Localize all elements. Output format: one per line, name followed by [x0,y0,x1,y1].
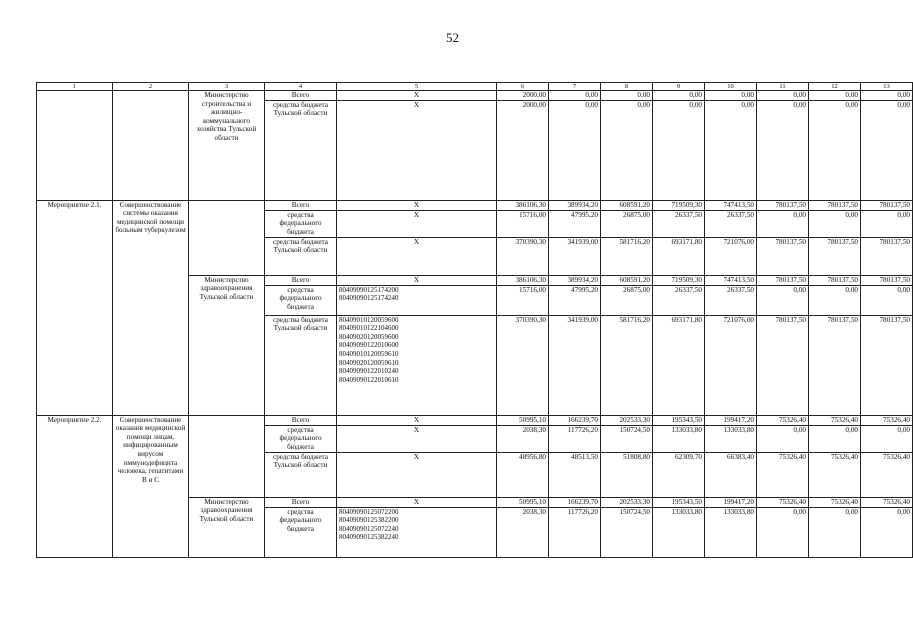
amount-cell: 0,00 [809,91,861,101]
amount-cell: 780137,50 [861,315,913,415]
amount-cell: 75326,40 [809,415,861,425]
column-number: 3 [189,83,265,91]
budget-code: 80409010120059600 80409010122104600 80409020120059600 80409090122010600 80409010120059610 80409020120059610 80409090122010240 80409090122010610 [337,315,497,415]
funding-source: средства бюджета Тульской области [265,237,337,275]
amount-cell: 719509,30 [653,275,705,285]
amount-cell: 581716,20 [601,237,653,275]
amount-cell: 721076,00 [705,237,757,275]
ministry-cell [189,200,265,275]
funding-source: средства бюджета Тульской области [265,100,337,200]
amount-cell: 0,00 [601,100,653,200]
amount-cell: 370390,30 [497,315,549,415]
budget-code: Х [337,210,497,237]
amount-cell: 386106,30 [497,200,549,210]
column-number: 6 [497,83,549,91]
amount-cell: 780137,50 [861,237,913,275]
amount-cell: 780137,50 [757,200,809,210]
amount-cell: 0,00 [757,285,809,315]
amount-cell: 0,00 [757,507,809,557]
amount-cell: 202533,30 [601,415,653,425]
amount-cell: 199417,20 [705,497,757,507]
amount-cell: 780137,50 [809,275,861,285]
amount-cell: 75326,40 [757,452,809,497]
amount-cell: 47995,20 [549,285,601,315]
amount-cell: 370390,30 [497,237,549,275]
funding-source: средства федерального бюджета [265,285,337,315]
amount-cell: 0,00 [653,91,705,101]
budget-code: Х [337,275,497,285]
amount-cell: 386106,30 [497,275,549,285]
amount-cell: 0,00 [705,100,757,200]
amount-cell: 2038,30 [497,507,549,557]
amount-cell: 26337,50 [653,210,705,237]
amount-cell: 0,00 [757,425,809,452]
name-cell: Совершенствование оказания медицинской помощи лицам, инфицированным вирусом иммунодефицита человека, гепатитами В и С [113,415,189,557]
ministry-cell: Министерство здравоохранения Тульской области [189,275,265,415]
amount-cell: 117726,20 [549,507,601,557]
amount-cell: 0,00 [861,425,913,452]
column-number: 9 [653,83,705,91]
amount-cell: 75326,40 [809,497,861,507]
amount-cell: 26875,00 [601,210,653,237]
funding-source: Всего [265,91,337,101]
amount-cell: 166239,70 [549,497,601,507]
amount-cell: 0,00 [757,100,809,200]
amount-cell: 133033,80 [653,425,705,452]
funding-source: средства федерального бюджета [265,425,337,452]
amount-cell: 780137,50 [861,275,913,285]
budget-code: Х [337,425,497,452]
budget-code: 80409090125072200 80409090125382200 80409090125072240 80409090125382240 [337,507,497,557]
column-number: 2 [113,83,189,91]
amount-cell: 341939,00 [549,315,601,415]
amount-cell: 0,00 [809,210,861,237]
funding-source: средства федерального бюджета [265,507,337,557]
funding-source: Всего [265,200,337,210]
column-number: 13 [861,83,913,91]
budget-code: Х [337,237,497,275]
amount-cell: 2000,00 [497,91,549,101]
amount-cell: 2038,30 [497,425,549,452]
column-number: 5 [337,83,497,91]
amount-cell: 693171,80 [653,315,705,415]
amount-cell: 780137,50 [757,315,809,415]
amount-cell: 26337,50 [705,285,757,315]
amount-cell: 75326,40 [757,415,809,425]
amount-cell: 581716,20 [601,315,653,415]
amount-cell: 150724,50 [601,507,653,557]
amount-cell: 780137,50 [757,237,809,275]
amount-cell: 0,00 [809,507,861,557]
amount-cell: 50995,10 [497,415,549,425]
amount-cell: 133033,80 [653,507,705,557]
column-number: 12 [809,83,861,91]
budget-code: Х [337,497,497,507]
column-number: 11 [757,83,809,91]
amount-cell: 62309,70 [653,452,705,497]
amount-cell: 747413,50 [705,200,757,210]
event-cell: Мероприятие 2.2. [37,415,113,557]
amount-cell: 50995,10 [497,497,549,507]
funding-source: средства бюджета Тульской области [265,315,337,415]
budget-code: Х [337,91,497,101]
amount-cell: 0,00 [861,91,913,101]
amount-cell: 195343,50 [653,497,705,507]
amount-cell: 721076,00 [705,315,757,415]
amount-cell: 0,00 [809,100,861,200]
amount-cell: 780137,50 [809,200,861,210]
column-number: 4 [265,83,337,91]
amount-cell: 389934,20 [549,275,601,285]
amount-cell: 75326,40 [861,497,913,507]
amount-cell: 48513,50 [549,452,601,497]
event-cell [37,91,113,201]
amount-cell: 195343,50 [653,415,705,425]
amount-cell: 0,00 [861,100,913,200]
budget-code: 80409090125174200 80409090125174240 [337,285,497,315]
table-row [37,200,913,210]
amount-cell: 26337,50 [653,285,705,315]
amount-cell: 719509,30 [653,200,705,210]
funding-source: средства бюджета Тульской области [265,452,337,497]
amount-cell: 389934,20 [549,200,601,210]
ministry-cell: Министерство здравоохранения Тульской области [189,497,265,557]
amount-cell: 341939,00 [549,237,601,275]
amount-cell: 199417,20 [705,415,757,425]
amount-cell: 0,00 [757,210,809,237]
amount-cell: 0,00 [861,507,913,557]
amount-cell: 75326,40 [861,415,913,425]
table-row [37,415,913,425]
amount-cell: 608591,20 [601,275,653,285]
amount-cell: 133033,80 [705,507,757,557]
funding-source: Всего [265,415,337,425]
amount-cell: 0,00 [809,425,861,452]
table-row [37,91,913,101]
budget-code: Х [337,452,497,497]
budget-code: Х [337,200,497,210]
amount-cell: 0,00 [809,285,861,315]
name-cell: Совершенствование системы оказания медицинской помощи больным туберкулезом [113,200,189,415]
amount-cell: 133033,80 [705,425,757,452]
budget-code: Х [337,100,497,200]
amount-cell: 780137,50 [809,237,861,275]
event-cell: Мероприятие 2.1. [37,200,113,415]
budget-code: Х [337,415,497,425]
amount-cell: 608591,20 [601,200,653,210]
amount-cell: 0,00 [653,100,705,200]
amount-cell: 0,00 [861,285,913,315]
ministry-cell [189,415,265,497]
column-number: 7 [549,83,601,91]
amount-cell: 51808,80 [601,452,653,497]
amount-cell: 117726,20 [549,425,601,452]
amount-cell: 150724,50 [601,425,653,452]
budget-table [36,82,913,558]
amount-cell: 202533,30 [601,497,653,507]
name-cell [113,91,189,201]
amount-cell: 47995,20 [549,210,601,237]
amount-cell: 0,00 [861,210,913,237]
amount-cell: 66383,40 [705,452,757,497]
amount-cell: 780137,50 [861,200,913,210]
amount-cell: 780137,50 [757,275,809,285]
funding-source: Всего [265,275,337,285]
amount-cell: 780137,50 [809,315,861,415]
column-number: 10 [705,83,757,91]
amount-cell: 166239,70 [549,415,601,425]
funding-source: Всего [265,497,337,507]
amount-cell: 693171,80 [653,237,705,275]
amount-cell: 15716,00 [497,210,549,237]
amount-cell: 48956,80 [497,452,549,497]
amount-cell: 2000,00 [497,100,549,200]
column-number: 1 [37,83,113,91]
amount-cell: 75326,40 [809,452,861,497]
amount-cell: 75326,40 [861,452,913,497]
amount-cell: 0,00 [549,91,601,101]
funding-source: средства федерального бюджета [265,210,337,237]
header-row [37,83,913,91]
column-number: 8 [601,83,653,91]
amount-cell: 0,00 [549,100,601,200]
amount-cell: 26337,50 [705,210,757,237]
amount-cell: 15716,00 [497,285,549,315]
amount-cell: 0,00 [601,91,653,101]
amount-cell: 26875,00 [601,285,653,315]
amount-cell: 0,00 [757,91,809,101]
amount-cell: 747413,50 [705,275,757,285]
ministry-cell: Министерство строительства и жилищно-коммунального хозяйства Тульской области [189,91,265,201]
amount-cell: 75326,40 [757,497,809,507]
page-number: 52 [446,30,459,45]
amount-cell: 0,00 [705,91,757,101]
